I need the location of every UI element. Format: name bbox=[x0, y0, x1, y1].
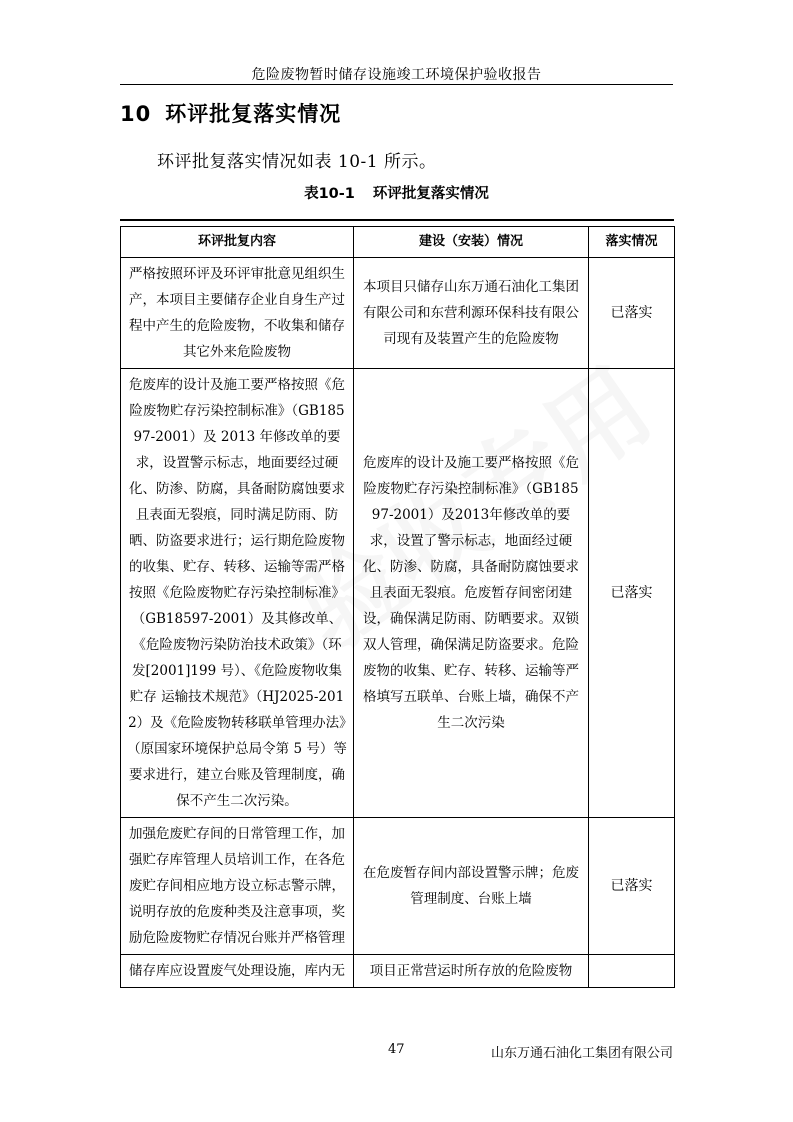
column-header-construction: 建设（安装）情况 bbox=[354, 227, 589, 258]
column-header-status: 落实情况 bbox=[589, 227, 675, 258]
section-title: 环评批复落实情况 bbox=[165, 102, 342, 126]
requirement-cell: 加强危废贮存间的日常管理工作，加强贮存库管理人员培训工作，在各危废贮存间相应地方设立标志警示牌，说明存放的危废种类及注意事项，奖励危险废物贮存情况台账并严格管理 bbox=[121, 818, 354, 955]
status-cell: 已落实 bbox=[589, 369, 675, 818]
requirement-cell: 严格按照环评及环评审批意见组织生产，本项目主要储存企业自身生产过程中产生的危险废物，不收集和储存其它外来危险废物 bbox=[121, 258, 354, 369]
table-row bbox=[121, 818, 675, 955]
footer-company: 山东万通石油化工集团有限公司 bbox=[490, 1046, 673, 1061]
table-caption-title: 环评批复落实情况 bbox=[372, 186, 489, 202]
column-header-requirement: 环评批复内容 bbox=[121, 227, 354, 258]
approval-implementation-table bbox=[120, 226, 675, 988]
table-top-rule bbox=[120, 219, 674, 221]
section-heading bbox=[120, 98, 341, 128]
running-header: 危险废物暂时储存设施竣工环境保护验收报告 bbox=[251, 67, 542, 83]
requirement-cell: 储存库应设置废气处理设施，库内无 bbox=[121, 955, 354, 988]
table-row bbox=[121, 955, 675, 988]
construction-cell: 项目正常营运时所存放的危险废物 bbox=[354, 955, 589, 988]
status-cell: 已落实 bbox=[589, 258, 675, 369]
page-number: 47 bbox=[388, 1042, 405, 1057]
table-caption bbox=[120, 182, 673, 203]
requirement-cell: 危废库的设计及施工要严格按照《危险废物贮存污染控制标准》（GB18597-2001）及 2013 年修改单的要求，设置警示标志，地面要经过硬化、防渗、防腐，具备耐防腐蚀要求且表面无裂痕，同时满足防雨、防晒、防盗要求进行；运行期危险废物的收集、贮存、转移、运输等需严格按照《危险废物贮存污染控制标准》（GB18597-2001）及其修改单、《危险废物污染防治技术政策》（环发[2001]199 号）、《危险废物收集 贮存 运输技术规范》（HJ2025-2012）及《危险废物转移联单管理办法》（原国家环境保护总局令第 5 号）等要求进行，建立台账及管理制度，确保不产生二次污染。 bbox=[121, 369, 354, 818]
header-divider bbox=[120, 84, 673, 85]
construction-cell: 危废库的设计及施工要严格按照《危险废物贮存污染控制标准》（GB18597-2001）及2013年修改单的要求，设置了警示标志，地面经过硬化、防渗、防腐，具备耐防腐蚀要求且表面无裂痕。危废暂存间密闭建设，确保满足防雨、防晒要求。双锁双人管理，确保满足防盗要求。危险废物的收集、贮存、转移、运输等严格填写五联单、台账上墙，确保不产生二次污染 bbox=[354, 369, 589, 818]
table-header-row bbox=[121, 227, 675, 258]
table-row bbox=[121, 369, 675, 818]
status-cell: 已落实 bbox=[589, 818, 675, 955]
construction-cell: 在危废暂存间内部设置警示牌；危废管理制度、台账上墙 bbox=[354, 818, 589, 955]
intro-paragraph: 环评批复落实情况如表 10-1 所示。 bbox=[157, 152, 437, 172]
section-number: 10 bbox=[120, 102, 152, 126]
table-row bbox=[121, 258, 675, 369]
construction-cell: 本项目只储存山东万通石油化工集团有限公司和东营利源环保科技有限公司现有及装置产生的危险废物 bbox=[354, 258, 589, 369]
table-caption-number: 表10-1 bbox=[304, 186, 355, 202]
status-cell bbox=[589, 955, 675, 988]
